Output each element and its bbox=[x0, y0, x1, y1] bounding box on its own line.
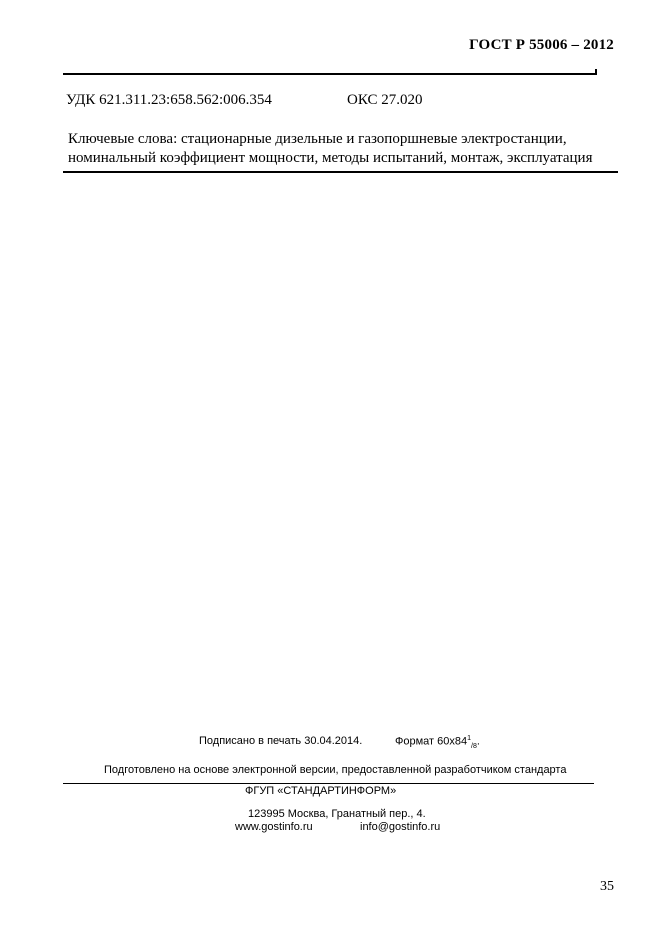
standard-code-header: ГОСТ Р 55006 – 2012 bbox=[469, 37, 614, 53]
format-prefix: Формат 60х84 bbox=[395, 735, 468, 748]
keywords-block bbox=[68, 130, 628, 168]
paper-format bbox=[395, 735, 480, 750]
udk-code: УДК 621.311.23:658.562:006.354 bbox=[66, 92, 272, 108]
header-rule bbox=[63, 73, 597, 75]
publisher-email-link[interactable]: info@gostinfo.ru bbox=[360, 821, 441, 833]
format-superscript: 1 bbox=[467, 735, 472, 742]
signed-for-print: Подписано в печать 30.04.2014. bbox=[199, 735, 363, 747]
publisher-name: ФГУП «СТАНДАРТИНФОРМ» bbox=[245, 785, 397, 797]
publisher-website-link[interactable]: www.gostinfo.ru bbox=[235, 821, 313, 833]
imprint-rule bbox=[63, 783, 594, 784]
publisher-address: 123995 Москва, Гранатный пер., 4. bbox=[248, 808, 426, 820]
format-suffix: . bbox=[476, 735, 480, 748]
keywords-line-2: номинальный коэффициент мощности, методы испытаний, монтаж, эксплуатация bbox=[68, 150, 593, 166]
page-number: 35 bbox=[600, 879, 614, 894]
keywords-rule bbox=[63, 171, 618, 173]
keywords-line-1: Ключевые слова: стационарные дизельные и газопоршневые электростанции, bbox=[68, 131, 567, 147]
header-rule-tick bbox=[595, 69, 597, 75]
format-subscript: /8 bbox=[471, 742, 477, 750]
prepared-note: Подготовлено на основе электронной версии, предоставленной разработчиком стандарта bbox=[104, 764, 567, 776]
oks-code: ОКС 27.020 bbox=[347, 92, 423, 108]
